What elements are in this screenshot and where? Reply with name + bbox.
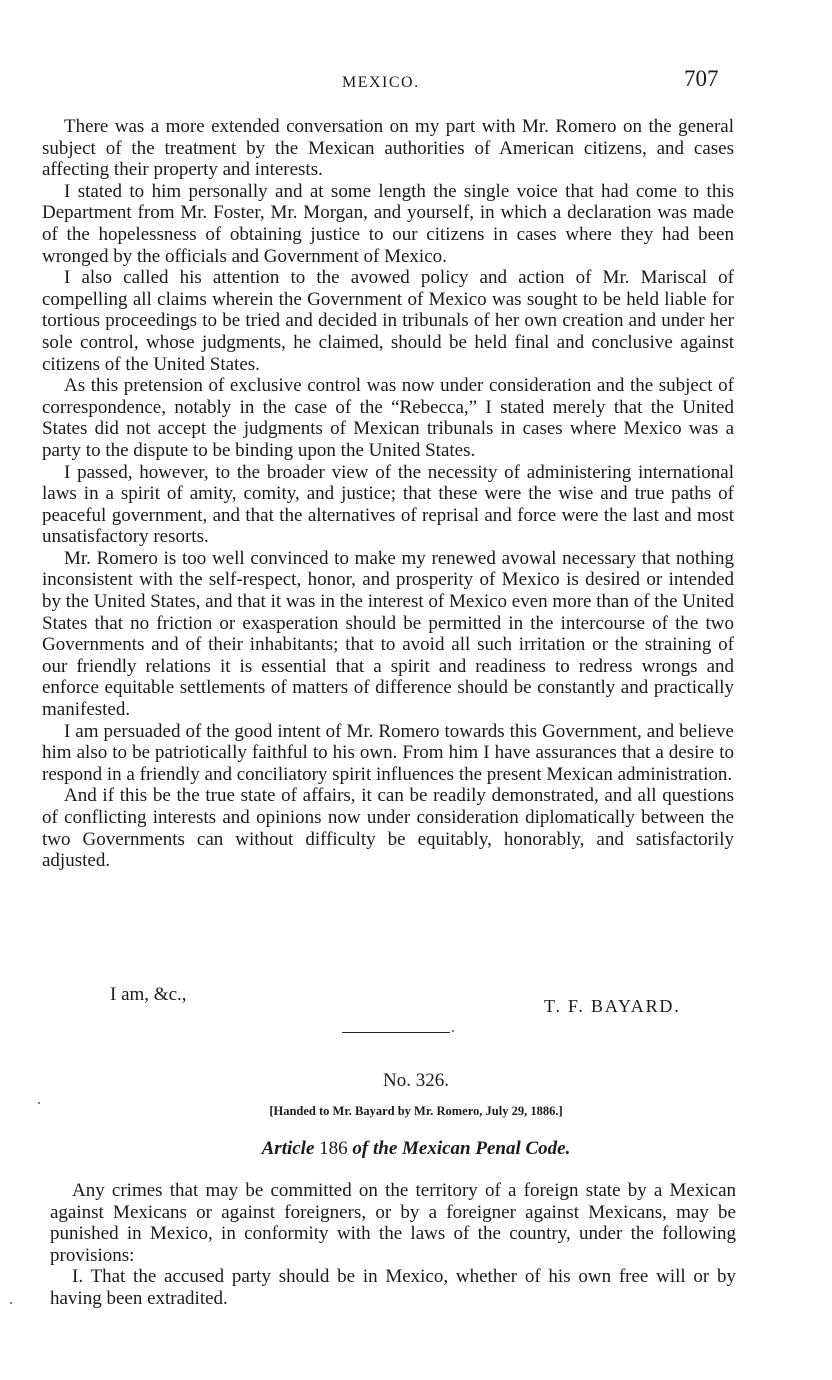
letter-body	[42, 116, 734, 872]
page-number: 707	[684, 66, 719, 91]
paper-speck	[38, 1102, 40, 1104]
letter-paragraph: Mr. Romero is too well convinced to make my renewed avowal necessary that nothing inconsistent with the self-respect, honor, and prosperity of Mexico is desired or intended by the United States, and that it was in the interest of Mexico even more than of the United States that no friction or exasperation should be permitted in the intercourse of the two Governments and of their inhabitants; that to avoid all such irritation or the straining of our friendly relations it is essential that a spirit and readiness to redress wrongs and enforce equitable settlements of matters of difference should be constantly and practically manifested.	[42, 547, 734, 721]
letter-paragraph: I am persuaded of the good intent of Mr. Romero towards this Government, and believe him also to be patriotically faithful to his own. From him I have assurances that a desire to respond in a friendly and conciliatory spirit influences the present Mexican administration.	[42, 720, 734, 785]
article-paragraph: I. That the accused party should be in Mexico, whether of his own free will or by having been extradited.	[50, 1266, 736, 1309]
document-heading	[0, 1138, 832, 1160]
letter-paragraph: There was a more extended conversation on my part with Mr. Romero on the general subject of the treatment by the Mexican authorities of American citizens, and cases affecting their property and interests.	[42, 116, 734, 181]
letter-paragraph: And if this be the true state of affairs, it can be readily demonstrated, and all questions of conflicting interests and opinions now under consideration diplomatically between the two Governments can without difficulty be equitably, honorably, and satisfactorily adjusted.	[42, 785, 734, 872]
document-note: [Handed to Mr. Bayard by Mr. Romero, July 29, 1886.]	[269, 1104, 563, 1118]
letter-signature: T. F. BAYARD.	[544, 996, 681, 1016]
article-body	[50, 1180, 736, 1310]
running-head-title: MEXICO.	[342, 74, 420, 91]
paper-speck	[452, 1030, 454, 1032]
letter-paragraph: As this pretension of exclusive control was now under consideration and the subject of correspondence, notably in the case of the “Rebecca,” I stated merely that the United States did not accept the judgments of Mexican tribunals in cases where Mexico was a party to the dispute to be binding upon the United States.	[42, 375, 734, 461]
letter-paragraph: I stated to him personally and at some length the single voice that had come to this Department from Mr. Foster, Mr. Morgan, and yourself, in which a declaration was made of the hopelessness of obtaining justice to our citizens in cases where they had been wronged by the officials and Government of Mexico.	[42, 180, 734, 267]
heading-prefix: Article	[261, 1138, 315, 1159]
running-head	[0, 66, 832, 104]
heading-suffix: of the Mexican Penal Code.	[352, 1138, 571, 1159]
section-divider	[342, 1032, 450, 1033]
letter-closing: I am, &c.,	[110, 984, 187, 1005]
heading-article-number: 186	[319, 1138, 348, 1159]
document-number: No. 326.	[383, 1070, 449, 1091]
letter-paragraph: I also called his attention to the avowed policy and action of Mr. Mariscal of compelling all claims wherein the Government of Mexico was sought to be held liable for tortious proceedings to be tried and decided in tribunals of her own creation and under her sole control, whose judgments, he claimed, should be held final and conclusive against citizens of the United States.	[42, 267, 734, 375]
paper-speck	[10, 1302, 12, 1304]
letter-paragraph: I passed, however, to the broader view of the necessity of administering international laws in a spirit of amity, comity, and justice; that these were the wise and true paths of peaceful government, and that the alternatives of reprisal and force were the last and most unsatisfactory resorts.	[42, 461, 734, 548]
article-paragraph: Any crimes that may be committed on the territory of a foreign state by a Mexican against Mexicans or against foreigners, or by a foreigner against Mexicans, may be punished in Mexico, in conformity with the laws of the country, under the following provisions:	[50, 1180, 736, 1266]
